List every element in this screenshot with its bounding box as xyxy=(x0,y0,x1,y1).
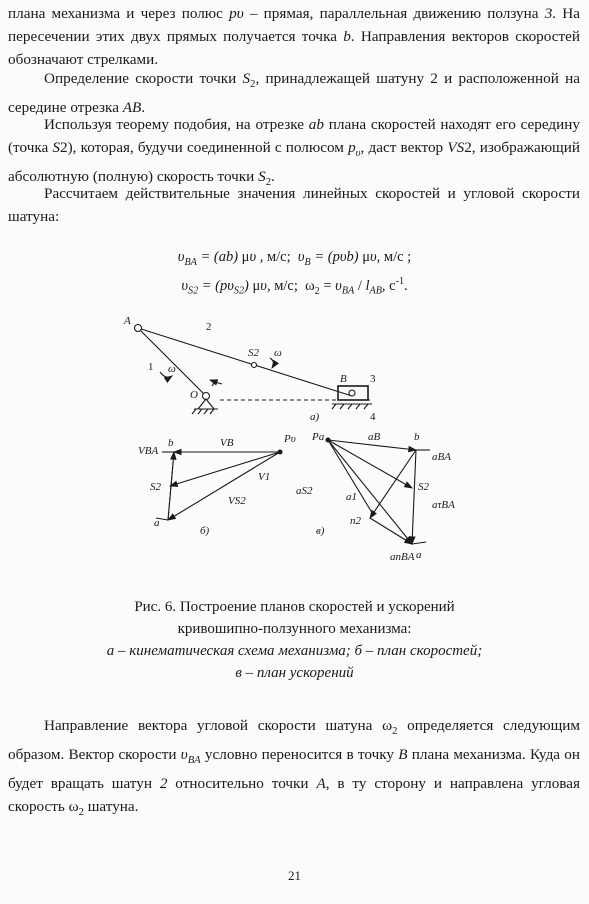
point-s2-mech xyxy=(252,363,257,368)
label-b-vel: b xyxy=(168,437,174,449)
paragraph-2: Определение скорости точки $S_2$, принадлежащей шатуну 2 и расположенной на середине отрезка AB. xyxy=(8,70,580,117)
label-subfig-b: б) xyxy=(200,525,210,537)
label-aba: aBA xyxy=(432,451,451,463)
label-a-vel: a xyxy=(154,517,160,529)
label-omega1: ω xyxy=(168,363,176,375)
label-abat: aτBA xyxy=(432,499,455,511)
label-4: 4 xyxy=(370,411,376,423)
paragraph-4: Рассчитаем действительные значения линейных скоростей и угловой скорости шатуна: xyxy=(8,185,580,225)
label-2: 2 xyxy=(206,321,212,333)
support-o xyxy=(198,399,214,409)
label-subfig-v: в) xyxy=(316,525,325,537)
label-v1: V1 xyxy=(258,471,271,483)
vec-a1 xyxy=(328,440,412,544)
figure-6 xyxy=(120,312,460,582)
paragraph-5: Направление вектора угловой скорости шатуна $\omega_2$ определяется следующим образом. Вектор скорости $\upsilon_{BA}$ условно переносится в точку B плана механизма. Куда он будет вращать шатун 2 относительно точки A, в ту сторону и направлена угловая скорость $\omega_2$ шатуна. xyxy=(8,717,581,819)
vec-as2 xyxy=(328,440,412,488)
vec-aba xyxy=(370,450,416,518)
vec-v1 xyxy=(168,452,280,520)
link-coupler xyxy=(138,328,352,396)
figure-6-diagram xyxy=(120,312,460,582)
formula-line-1: $\upsilon_{BA} = (ab)$ μυ , м/с; $\upsilon_B = (p\upsilon b)$ μυ, м/с ; xyxy=(177,249,412,268)
label-b-mech: B xyxy=(340,373,347,385)
label-a-acc: a xyxy=(416,549,422,561)
label-n2: n2 xyxy=(350,515,361,527)
label-a1: a1 xyxy=(346,491,357,503)
paragraph-1-text: плана механизма и через полюс pυ – прямая, параллельная движению ползуна 3. На пересечении этих двух прямых получается точка b. Направления векторов скоростей обозначают стрелками. xyxy=(8,5,580,68)
label-omega2: ω xyxy=(274,347,282,359)
label-1: 1 xyxy=(148,361,154,373)
caption-line-3: а – кинематическая схема механизма; б – план скоростей; xyxy=(106,643,483,659)
label-pa: Pa xyxy=(312,431,325,443)
caption-line-4: в – план ускорений xyxy=(235,665,354,681)
label-s2-acc: S2 xyxy=(418,481,429,493)
label-vba: VBA xyxy=(138,445,159,457)
label-o: O xyxy=(190,389,198,401)
joint-a xyxy=(135,325,142,332)
caption-line-1: Рис. 6. Построение планов скоростей и ускорений xyxy=(134,599,455,615)
label-vs2: VS2 xyxy=(228,495,246,507)
label-s2-mech: S2 xyxy=(248,347,259,359)
label-s2-vel: S2 xyxy=(150,481,161,493)
label-a-mech: A xyxy=(124,315,131,327)
label-aban: anBA xyxy=(390,551,415,563)
formula-line-2: $\upsilon_{S2} = (p\upsilon_{S2})$ μυ, м/с; $\omega_2 = \upsilon_{BA} / l_{AB}$, $с^{-1}$. xyxy=(181,276,408,297)
page-number: 21 xyxy=(288,868,301,883)
label-subfig-a: а) xyxy=(310,411,320,423)
label-3: 3 xyxy=(370,373,376,385)
caption-line-2: кривошипно-ползунного механизма: xyxy=(177,621,412,637)
vec-aba-n xyxy=(412,450,416,544)
label-as2: aS2 xyxy=(296,485,313,497)
label-pv: Pυ xyxy=(284,433,296,445)
label-vb: VB xyxy=(220,437,234,449)
label-b-acc: b xyxy=(414,431,420,443)
label-ab: aB xyxy=(368,431,381,443)
paragraph-1 xyxy=(8,2,580,71)
paragraph-3: Используя теорему подобия, на отрезке ab плана скоростей находят его середину (точка S2), которая, будучи соединенной с полюсом $p_\upsilon$, даст вектор VS2, изображающий абсолютную (полную) скорость точки $S_2$. xyxy=(8,116,580,189)
